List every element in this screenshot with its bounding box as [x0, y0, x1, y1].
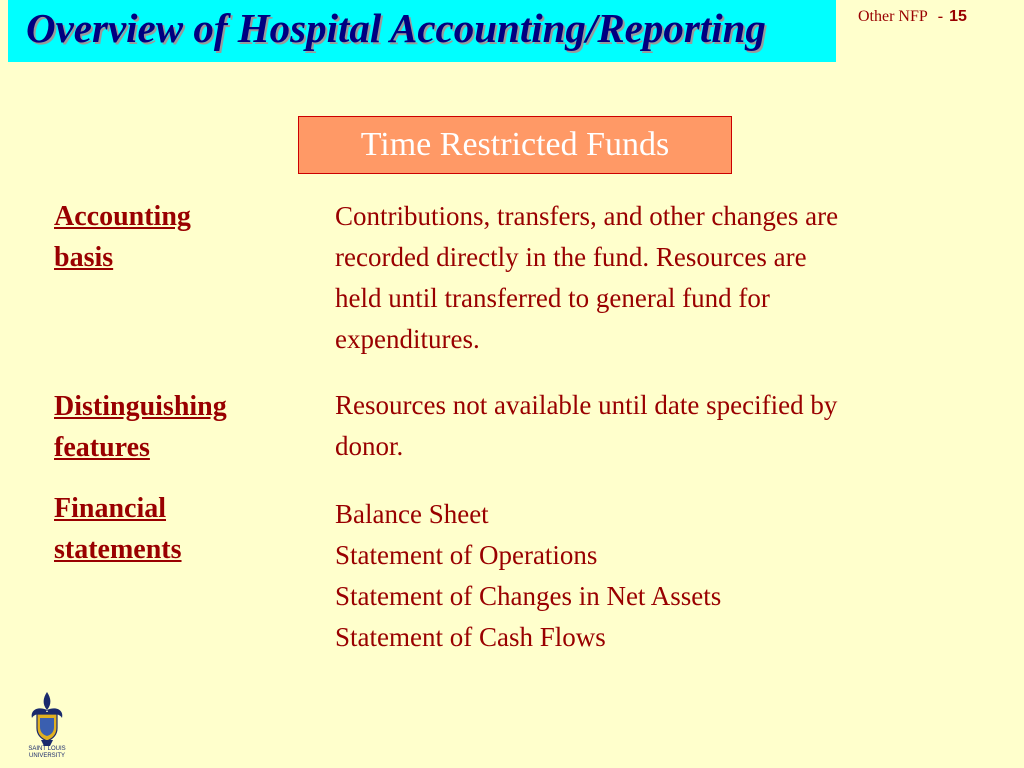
subtitle: Time Restricted Funds [360, 126, 670, 163]
title-bar [8, 0, 836, 62]
label-distinguishing-features [54, 386, 294, 468]
label-line: basis [54, 242, 114, 273]
page-number: 15 [949, 8, 967, 25]
description-distinguishing-features [335, 385, 995, 467]
label-line: Accounting [54, 201, 191, 232]
label-line: Financial [54, 493, 167, 524]
statement-item: Statement of Cash Flows [335, 622, 606, 652]
description-line: donor. [335, 431, 404, 461]
label-line: statements [54, 534, 182, 565]
statement-item: Statement of Operations [335, 540, 598, 570]
description-financial-statements [335, 494, 995, 658]
logo-caption-line: SAINT LOUIS [28, 746, 66, 752]
description-line: Contributions, transfers, and other changes are [335, 201, 839, 231]
description-line: recorded directly in the fund. Resources are [335, 242, 807, 272]
statement-item: Balance Sheet [335, 499, 489, 529]
description-line: held until transferred to general fund for [335, 283, 770, 313]
fleur-de-lis-shield-icon [22, 688, 72, 754]
label-accounting-basis [54, 196, 294, 278]
description-line: expenditures. [335, 324, 480, 354]
description-accounting-basis [335, 196, 995, 360]
logo-caption [16, 746, 78, 760]
slide-reference [858, 8, 967, 26]
label-financial-statements [54, 488, 294, 570]
subtitle-box [298, 116, 732, 174]
statement-item: Statement of Changes in Net Assets [335, 581, 722, 611]
page-separator: - [937, 8, 944, 25]
description-line: Resources not available until date specified by [335, 390, 838, 420]
logo-caption-line: UNIVERSITY [28, 753, 65, 759]
label-line: features [54, 432, 150, 463]
slide-title: Overview of Hospital Accounting/Reporting [26, 5, 766, 51]
section-name: Other NFP [858, 8, 928, 25]
label-line: Distinguishing [54, 391, 227, 422]
